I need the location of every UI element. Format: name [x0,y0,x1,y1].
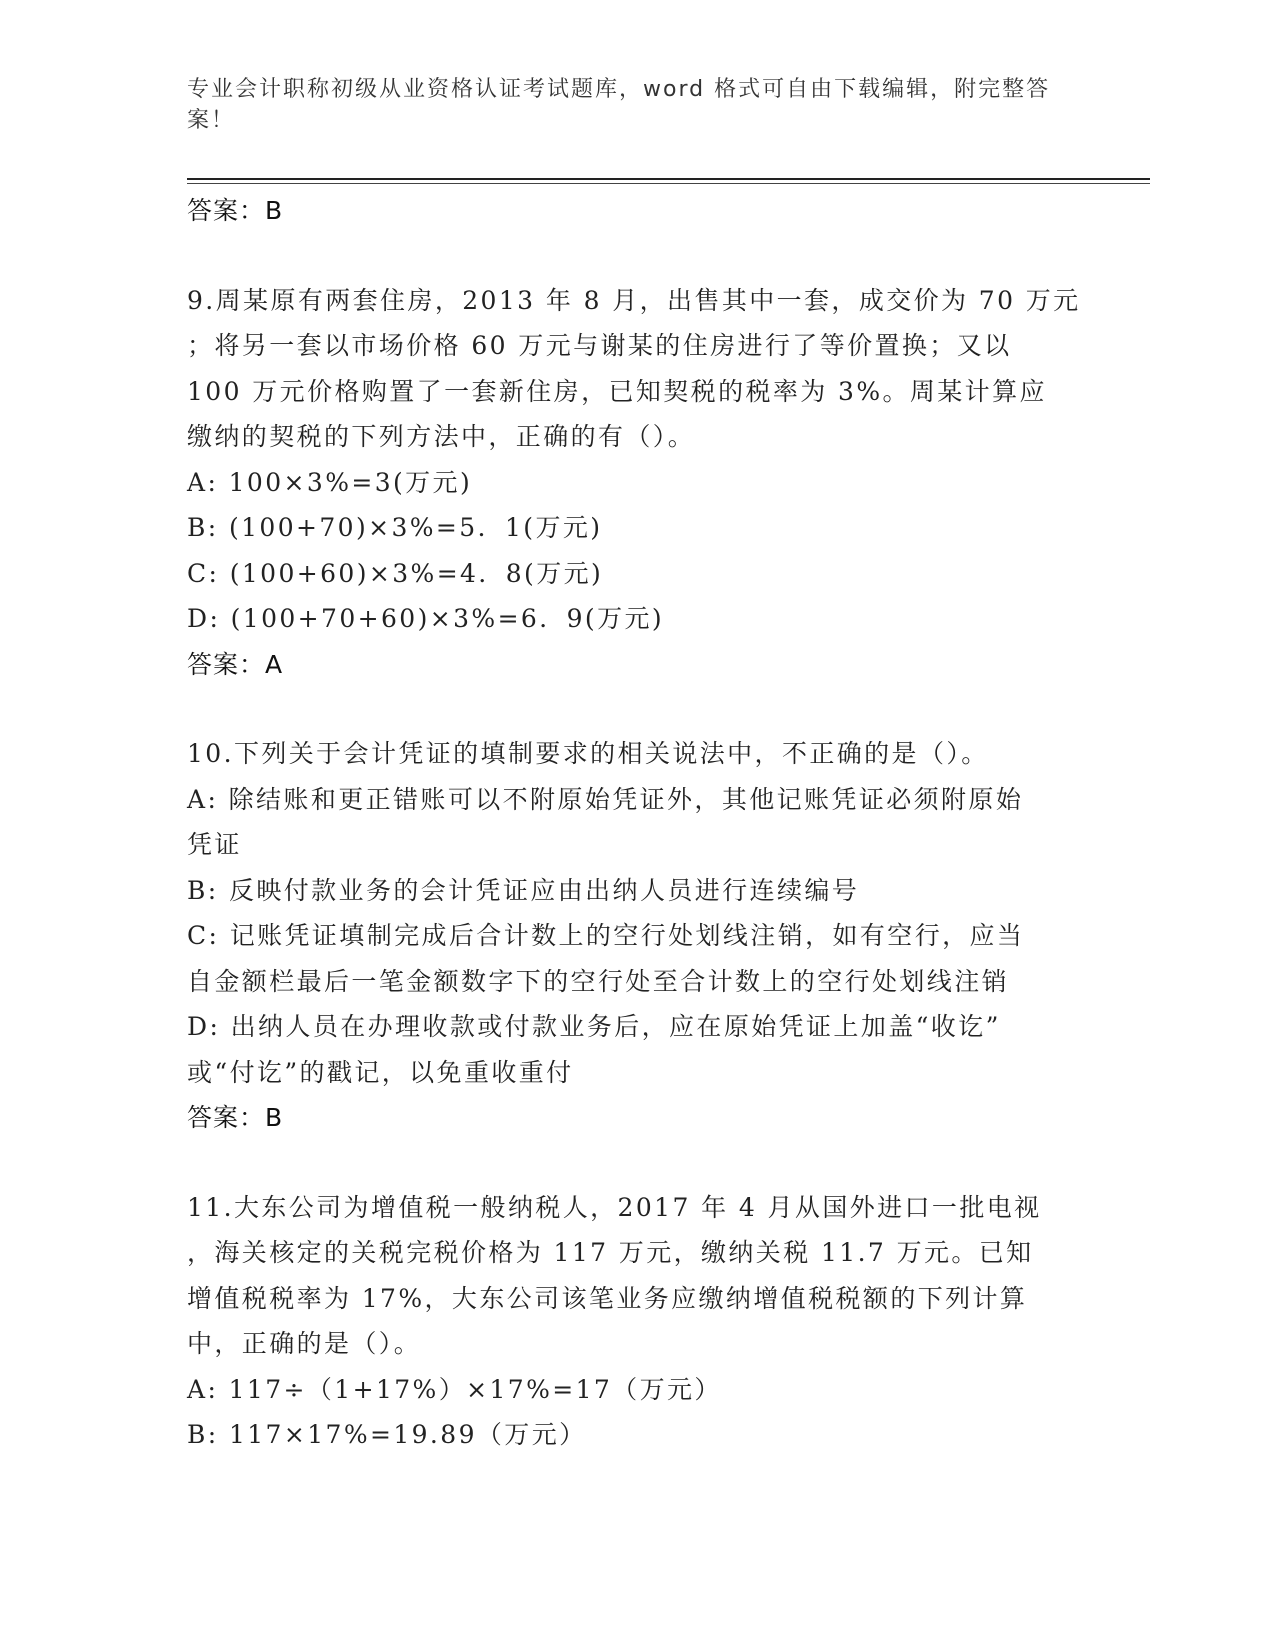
option-line: 凭证 [187,830,242,859]
question-block [187,731,1087,1141]
header-divider [187,178,1150,180]
header-text-line: 案！ [187,108,236,133]
option-line: B: (100+70)×3%=5．1(万元) [187,513,603,542]
question-stem-line: ，海关核定的关税完税价格为 117 万元，缴纳关税 11.7 万元。已知 [187,1238,1034,1267]
question-stem-line: ；将另一套以市场价格 60 万元与谢某的住房进行了等价置换；又以 [187,331,1012,360]
question-stem-line: 9.周某原有两套住房，2013 年 8 月，出售其中一套，成交价为 70 万元 [187,285,1081,315]
question-block [187,278,1087,688]
answer-line: 答案：A [187,649,284,679]
option-line: 或“付讫”的戳记，以免重收重付 [187,1057,574,1087]
question-stem-line: 11.大东公司为增值税一般纳税人，2017 年 4 月从国外进口一批电视 [187,1192,1042,1222]
header-text-line: 专业会计职称初级从业资格认证考试题库，word 格式可自由下载编辑，附完整答 [187,77,1051,102]
option-line: C: (100+60)×3%=4．8(万元) [187,558,604,588]
question-block [187,1185,1087,1458]
question-stem-line: 中，正确的是（）。 [187,1329,422,1358]
header-divider-thin [187,183,1150,184]
answer-line: 答案：B [187,1103,284,1132]
option-line: A: 117÷（1+17%）×17%=17（万元） [187,1374,722,1404]
option-line: B: 117×17%=19.89（万元） [187,1420,587,1449]
option-line: D: (100+70+60)×3%=6．9(万元) [187,604,665,633]
question-stem-line: 100 万元价格购置了一套新住房，已知契税的税率为 3%。周某计算应 [187,376,1047,406]
question-stem-line: 10.下列关于会计凭证的填制要求的相关说法中，不正确的是（）。 [187,739,989,768]
option-line: B: 反映付款业务的会计凭证应由出纳人员进行连续编号 [187,875,860,905]
document-body [187,188,1087,1458]
option-line: A: 除结账和更正错账可以不附原始凭证外，其他记账凭证必须附原始 [187,784,1024,814]
question-stem-line: 增值税税率为 17%，大东公司该笔业务应缴纳增值税税额的下列计算 [187,1283,1028,1313]
option-line: 自金额栏最后一笔金额数字下的空行处至合计数上的空行处划线注销 [187,966,1010,996]
answer-line: 答案：B [187,196,284,225]
question-stem-line: 缴纳的契税的下列方法中，正确的有（）。 [187,422,696,451]
page-header [187,74,1067,136]
option-line: C: 记账凭证填制完成后合计数上的空行处划线注销，如有空行，应当 [187,921,1025,950]
option-line: D: 出纳人员在办理收款或付款业务后，应在原始凭证上加盖“收讫” [187,1012,1001,1041]
option-line: A: 100×3%=3(万元) [187,467,473,497]
